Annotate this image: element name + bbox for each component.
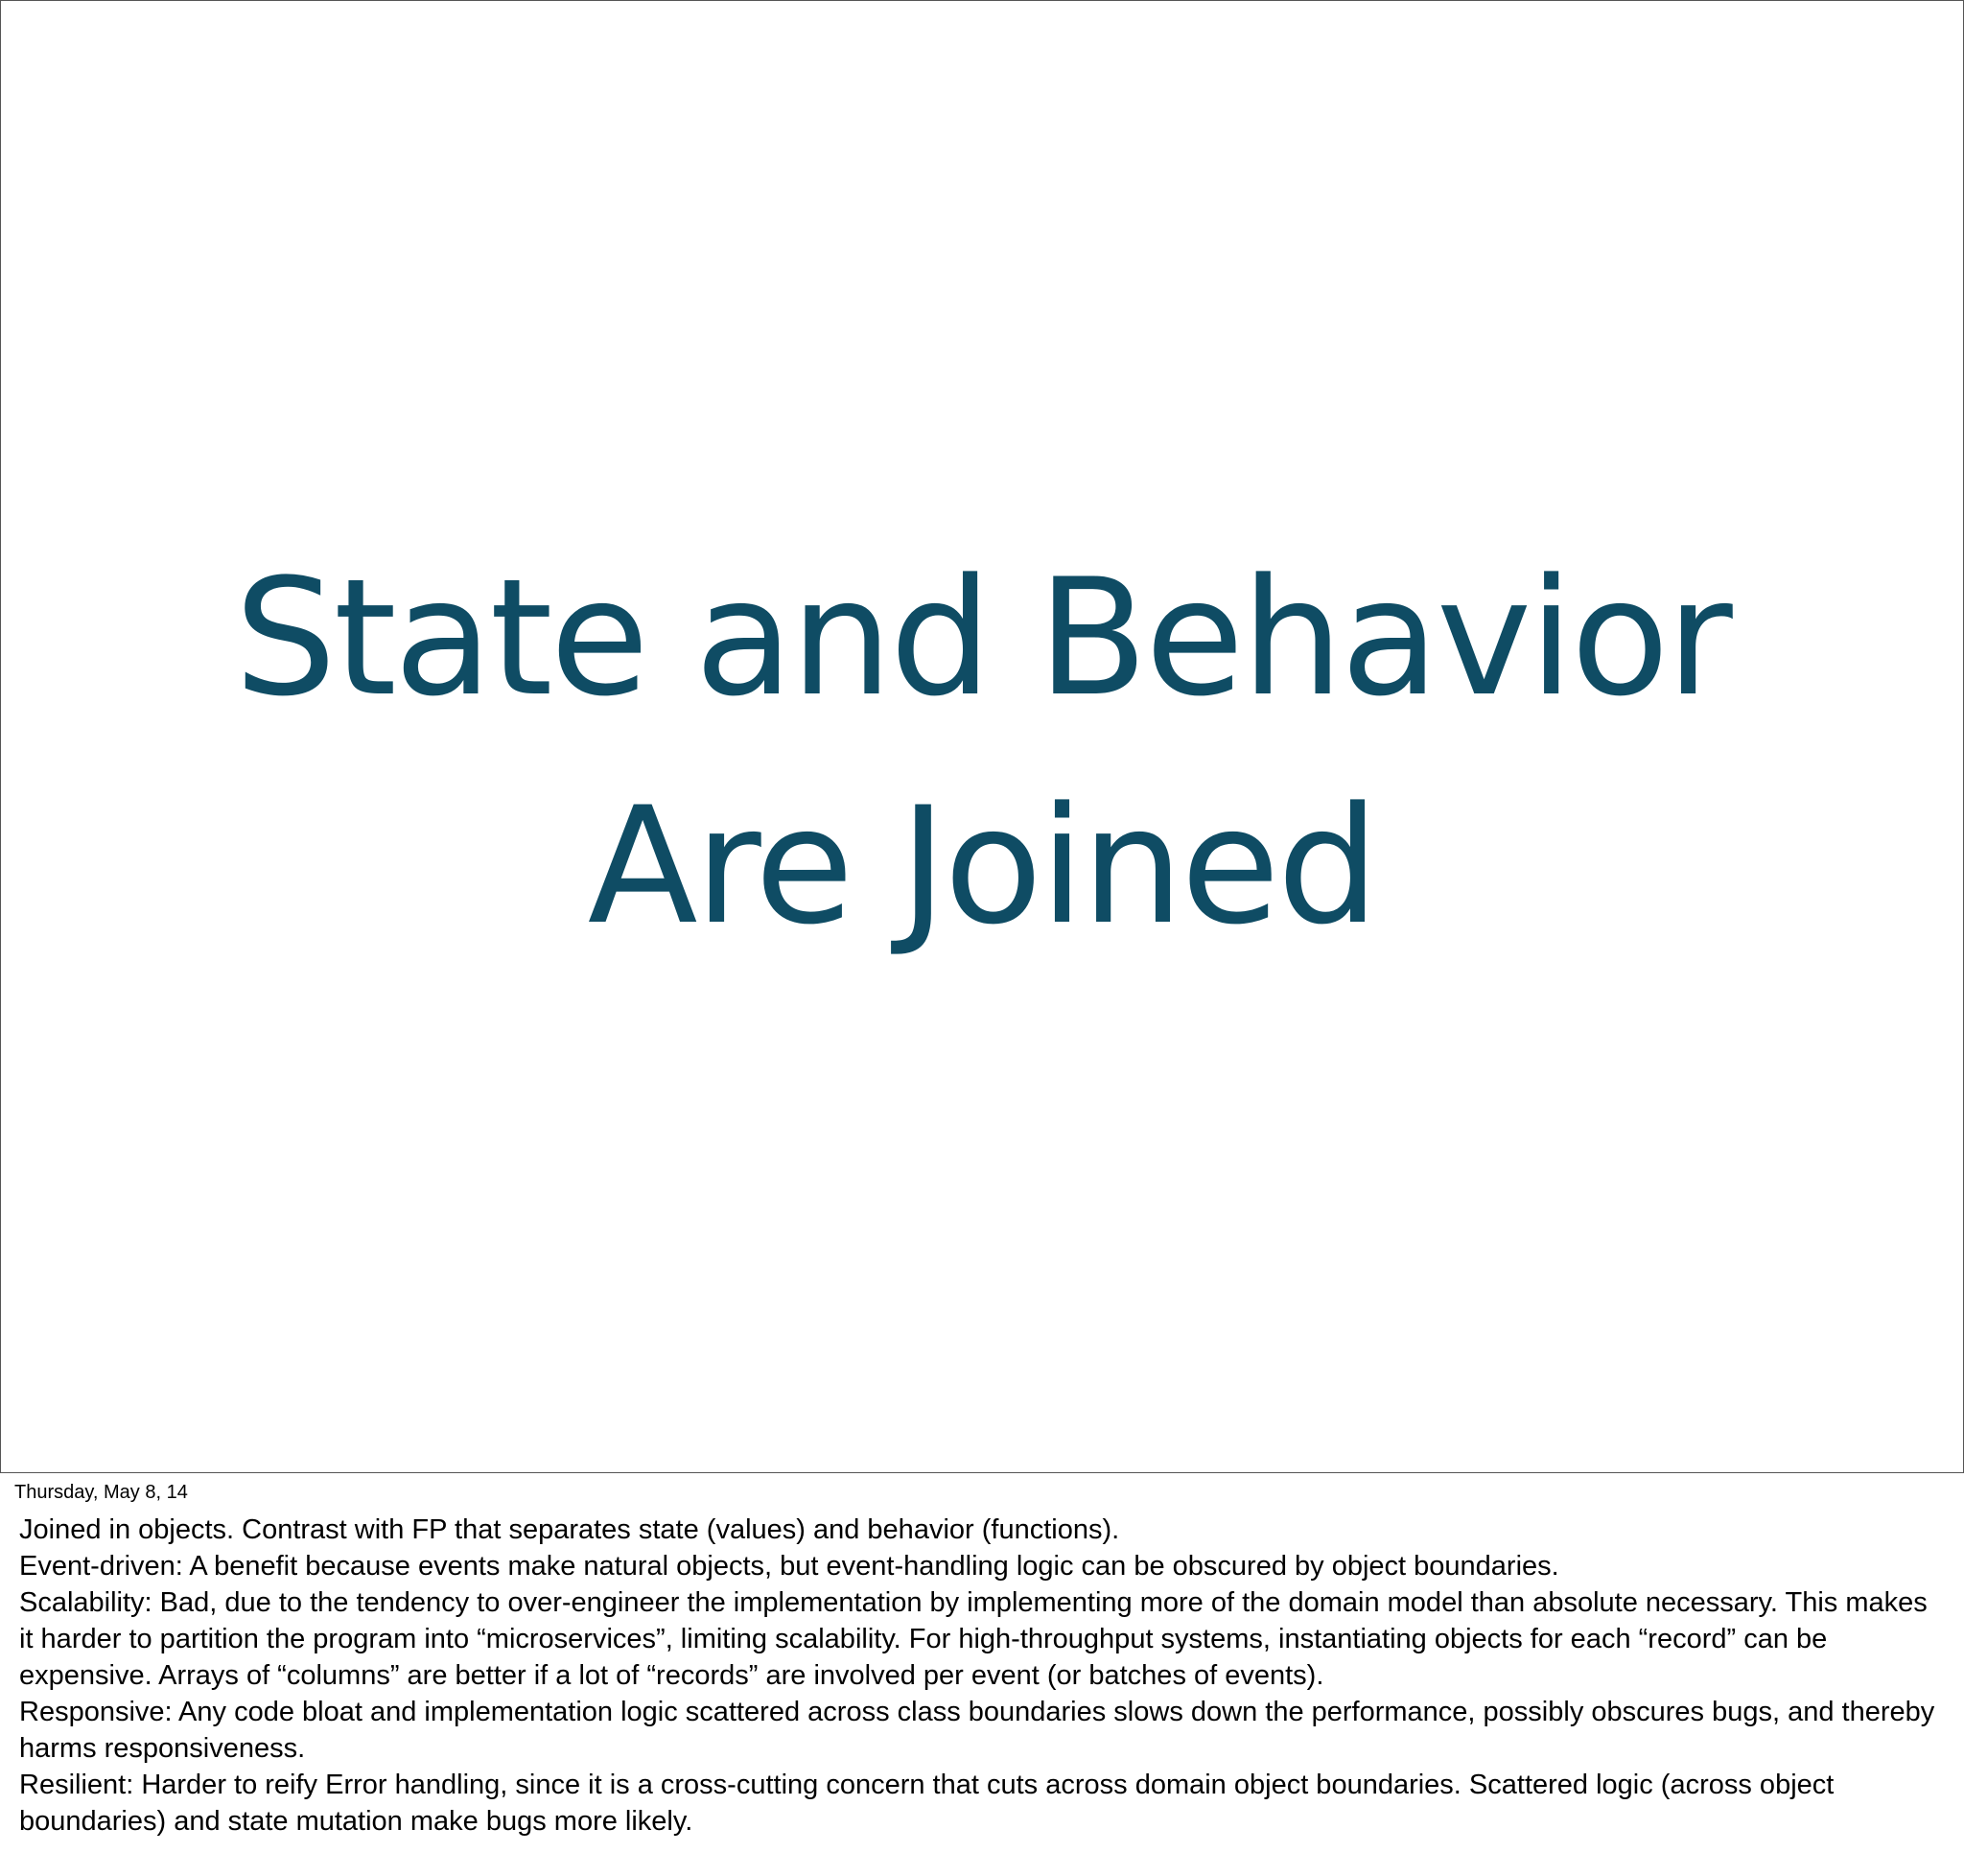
- slide-title: [1, 524, 1963, 980]
- notes-paragraph-event-driven: Event-driven: A benefit because events make natural objects, but event-handling logic can be obscured by object boundaries.: [19, 1551, 1559, 1582]
- slide-title-line-2: Are Joined: [587, 772, 1377, 960]
- notes-paragraph-scalability: Scalability: Bad, due to the tendency to over-engineer the implementation by implementing more of the domain model than absolute necessary. This makes it harder to partition the program into “microservices”, limiting scalability. For high-throughput systems, instantiating objects for each “record” can be expensive. Arrays of “columns” are better if a lot of “records” are involved per event (or batches of events).: [19, 1587, 1928, 1691]
- notes-paragraph-objects: Joined in objects. Contrast with FP that separates state (values) and behavior (functions).: [19, 1514, 1120, 1545]
- notes-paragraph-resilient: Resilient: Harder to reify Error handling, since it is a cross-cutting concern that cuts across domain object boundaries. Scattered logic (across object boundaries) and state mutation make bugs more likely.: [19, 1770, 1835, 1837]
- speaker-notes-text: [19, 1512, 1947, 1840]
- notes-date: Thursday, May 8, 14: [14, 1482, 188, 1503]
- slide-title-line-1: State and Behavior: [234, 544, 1730, 732]
- notes-paragraph-responsive: Responsive: Any code bloat and implementation logic scattered across class boundaries slows down the performance, possibly obscures bugs, and thereby harms responsiveness.: [19, 1697, 1935, 1764]
